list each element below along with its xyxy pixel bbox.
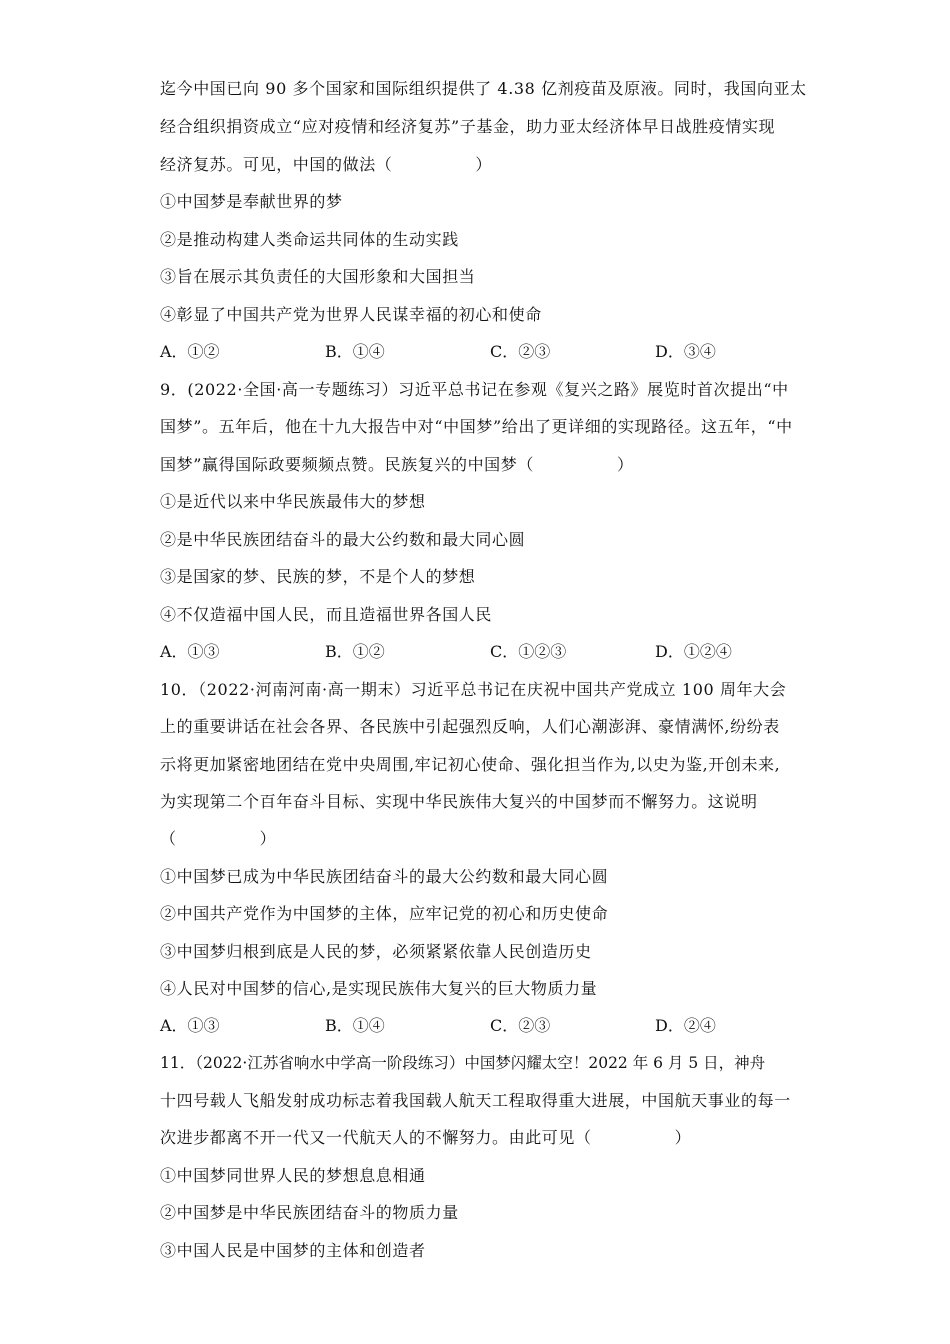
q10-stem-line-1: 10．（2022·河南河南·高一期末）习近平总书记在庆祝中国共产党成立 100 周年大会 — [160, 680, 787, 699]
q8-item-4: ④彰显了中国共产党为世界人民谋幸福的初心和使命 — [160, 305, 542, 324]
q9-option-d[interactable]: D．①②④ — [655, 642, 732, 661]
q10-stem-line-3: 示将更加紧密地团结在党中央周围,牢记初心使命、强化担当作为,以史为鉴,开创未来, — [160, 755, 781, 774]
q10-options — [160, 1015, 810, 1037]
q9-stem-line-3: 国梦”赢得国际政要频频点赞。民族复兴的中国梦（ ） — [160, 455, 634, 474]
q10-item-3: ③中国梦归根到底是人民的梦，必须紧紧依靠人民创造历史 — [160, 942, 592, 961]
q9-option-a[interactable]: A．①③ — [160, 642, 220, 661]
q10-item-1: ①中国梦已成为中华民族团结奋斗的最大公约数和最大同心圆 — [160, 867, 609, 886]
q9-item-4: ④不仅造福中国人民，而且造福世界各国人民 — [160, 605, 493, 624]
q10-stem-line-5: （ ） — [160, 829, 277, 848]
q8-option-c[interactable]: C．②③ — [490, 342, 551, 361]
q9-stem-line-1: 9．(2022·全国·高一专题练习）习近平总书记在参观《复兴之路》展览时首次提出“中 — [160, 380, 789, 399]
q9-option-c[interactable]: C．①②③ — [490, 642, 567, 661]
q8-option-a[interactable]: A．①② — [160, 342, 220, 361]
q8-item-2: ②是推动构建人类命运共同体的生动实践 — [160, 230, 459, 249]
q8-options — [160, 341, 810, 363]
q8-stem-line-2: 经合组织捐资成立“应对疫情和经济复苏”子基金，助力亚太经济体早日战胜疫情实现 — [160, 117, 776, 136]
q10-option-d[interactable]: D．②④ — [655, 1016, 716, 1035]
q11-item-2: ②中国梦是中华民族团结奋斗的物质力量 — [160, 1203, 459, 1222]
q9-item-2: ②是中华民族团结奋斗的最大公约数和最大同心圆 — [160, 530, 526, 549]
q10-option-a[interactable]: A．①③ — [160, 1016, 220, 1035]
q9-option-b[interactable]: B．①② — [325, 642, 385, 661]
q8-option-d[interactable]: D．③④ — [655, 342, 716, 361]
q8-stem-line-1: 迄今中国已向 90 多个国家和国际组织提供了 4.38 亿剂疫苗及原液。同时，我国向亚太 — [160, 79, 807, 98]
q10-item-2: ②中国共产党作为中国梦的主体，应牢记党的初心和历史使命 — [160, 904, 609, 923]
q9-options — [160, 641, 810, 663]
q11-item-1: ①中国梦同世界人民的梦想息息相通 — [160, 1166, 426, 1185]
q10-item-4: ④人民对中国梦的信心,是实现民族伟大复兴的巨大物质力量 — [160, 979, 598, 998]
q10-option-c[interactable]: C．②③ — [490, 1016, 551, 1035]
q9-item-3: ③是国家的梦、民族的梦，不是个人的梦想 — [160, 567, 476, 586]
q11-item-3: ③中国人民是中国梦的主体和创造者 — [160, 1241, 426, 1260]
q8-option-b[interactable]: B．①④ — [325, 342, 385, 361]
q8-item-3: ③旨在展示其负责任的大国形象和大国担当 — [160, 267, 476, 286]
q10-stem-line-2: 上的重要讲话在社会各界、各民族中引起强烈反响，人们心潮澎湃、豪情满怀,纷纷表 — [160, 717, 780, 736]
q9-item-1: ①是近代以来中华民族最伟大的梦想 — [160, 492, 426, 511]
q9-stem-line-2: 国梦”。五年后，他在十九大报告中对“中国梦”给出了更详细的实现路径。这五年，“中 — [160, 417, 793, 436]
q10-stem-line-4: 为实现第二个百年奋斗目标、实现中华民族伟大复兴的中国梦而不懈努力。这说明 — [160, 792, 758, 811]
q8-item-1: ①中国梦是奉献世界的梦 — [160, 192, 343, 211]
q11-stem-line-1: 11．（2022·江苏省响水中学高一阶段练习）中国梦闪耀太空！2022 年 6 月 5 日，神舟 — [160, 1054, 766, 1072]
q10-option-b[interactable]: B．①④ — [325, 1016, 385, 1035]
q11-stem-line-3: 次进步都离不开一代又一代航天人的不懈努力。由此可见（ ） — [160, 1128, 692, 1147]
q8-stem-line-3: 经济复苏。可见，中国的做法（ ） — [160, 155, 493, 174]
q11-stem-line-2: 十四号载人飞船发射成功标志着我国载人航天工程取得重大进展，中国航天事业的每一 — [160, 1091, 791, 1110]
